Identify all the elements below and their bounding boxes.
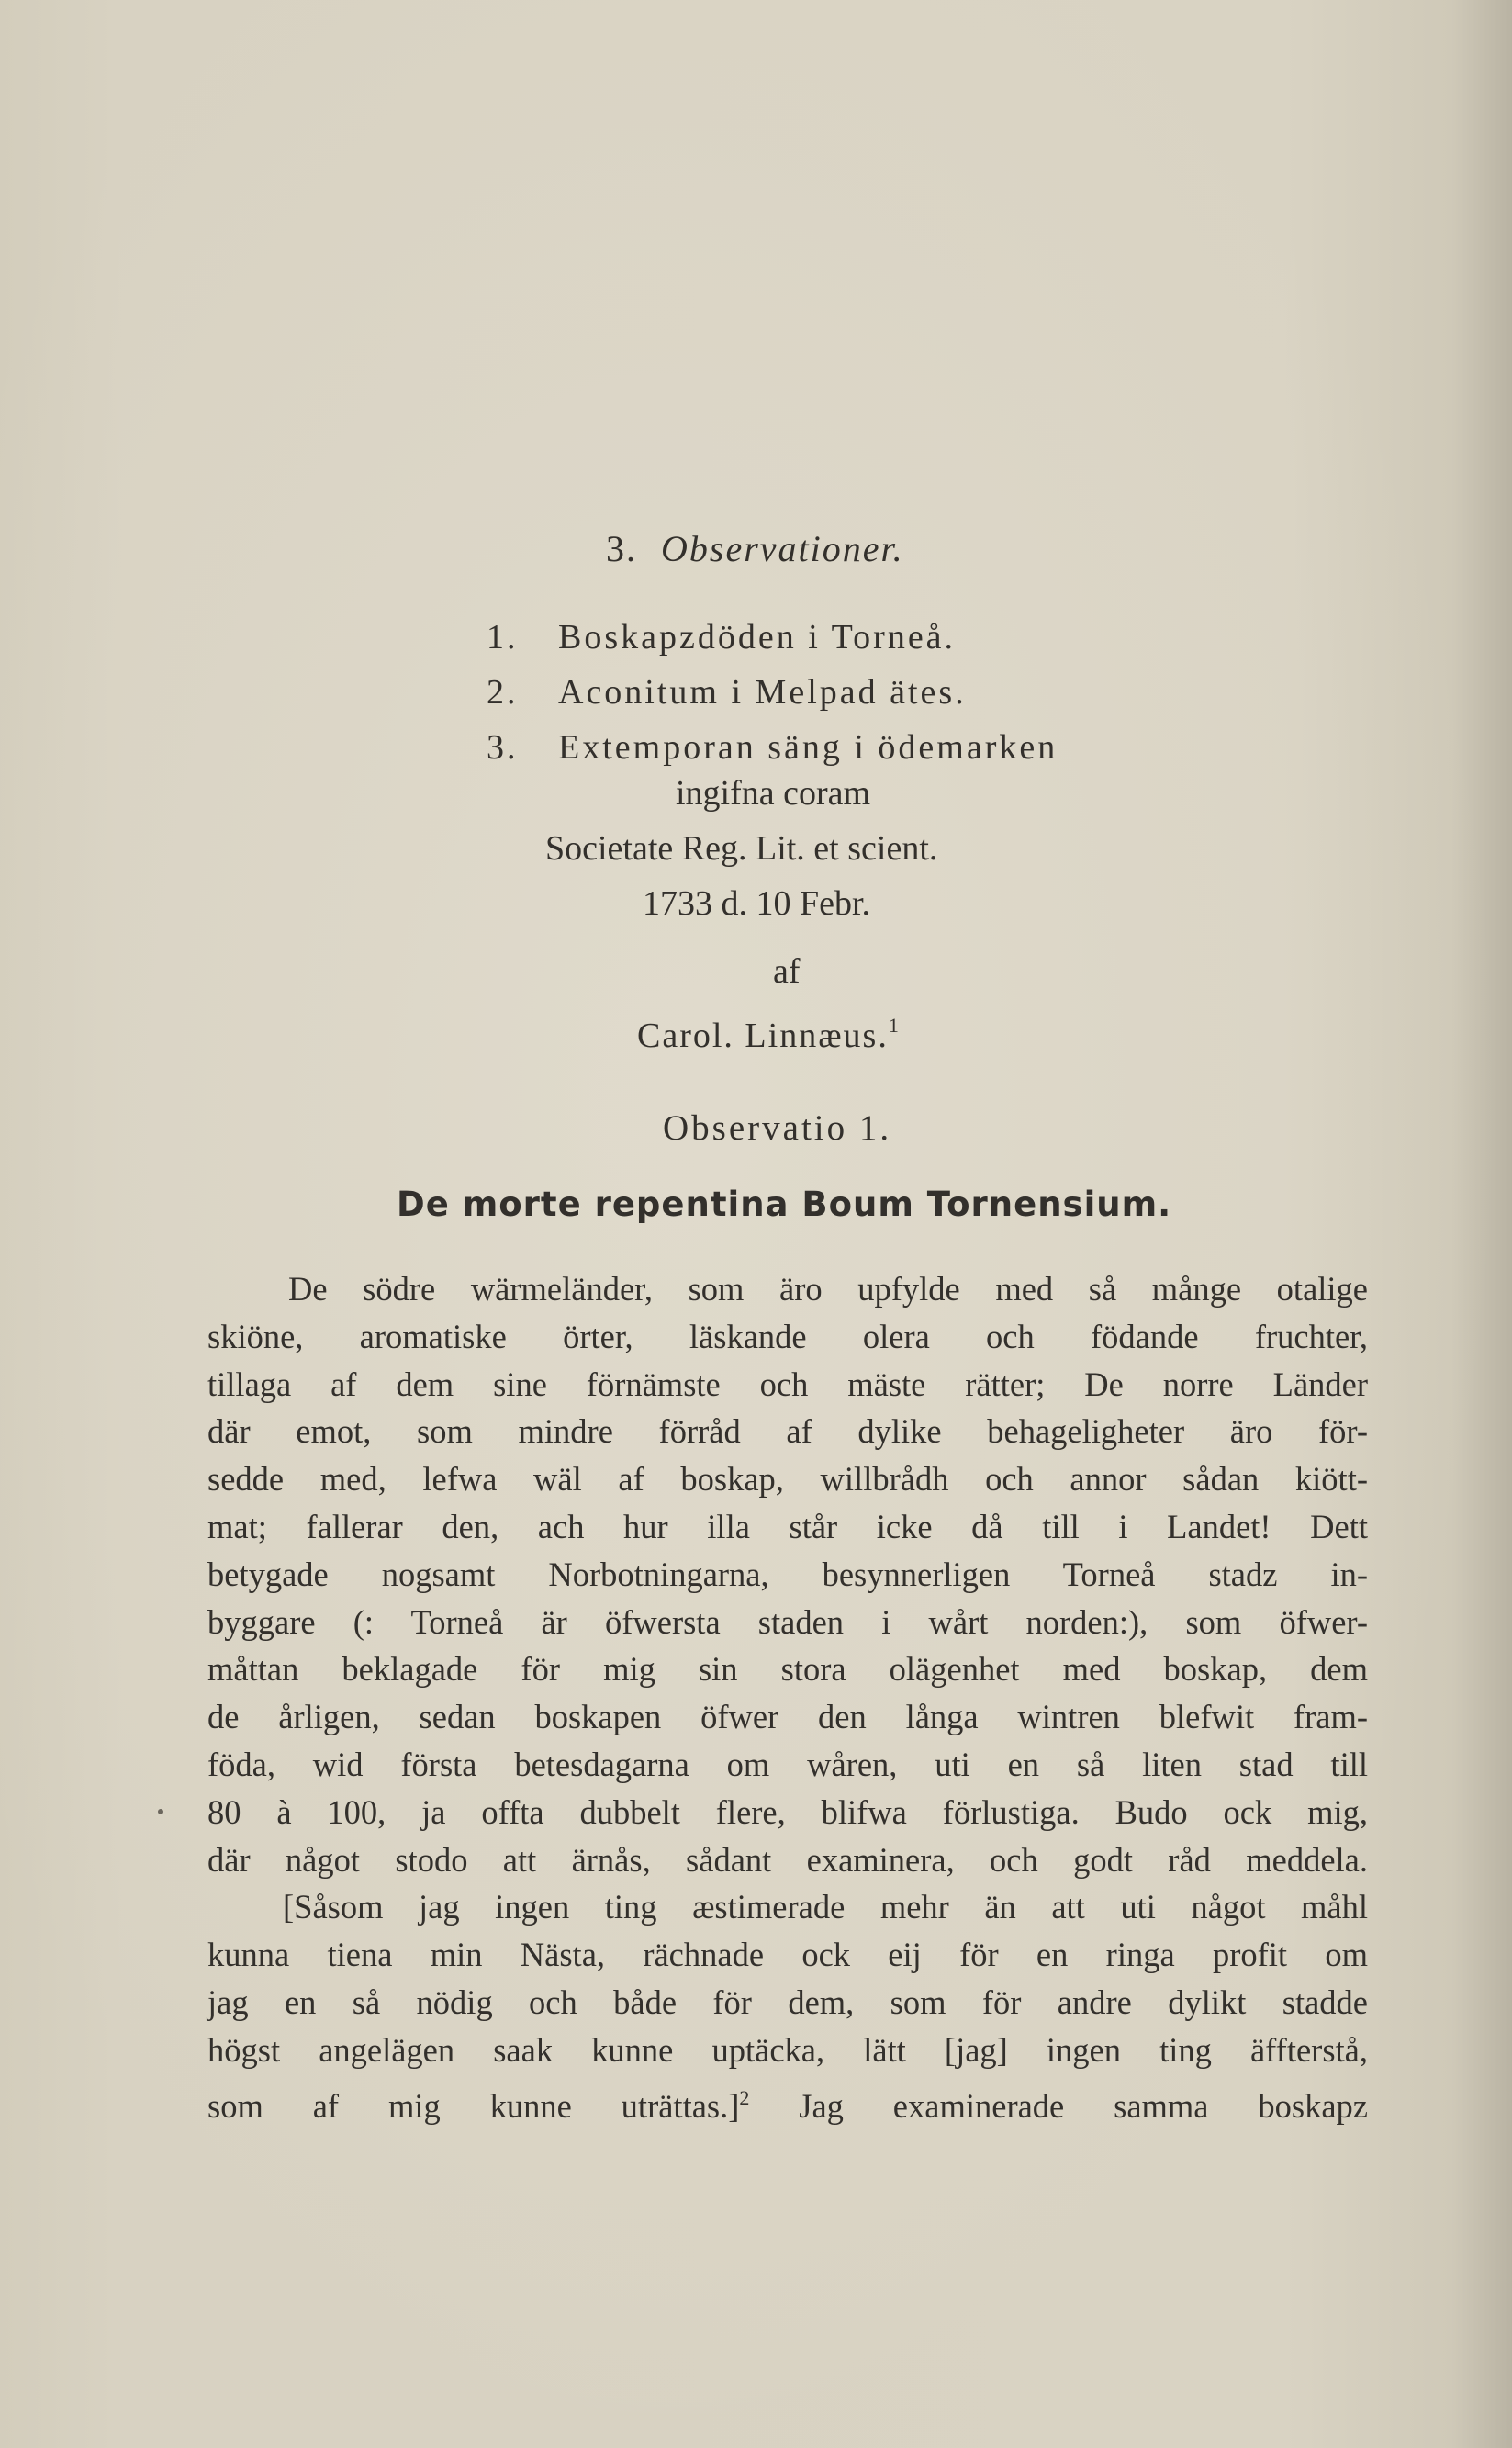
dedication-line: ingifna coram <box>676 774 871 813</box>
text-line: där emot, som mindre förråd af dylike behageligheter äro för- <box>207 1412 1368 1451</box>
observation-subtitle: De morte repentina Boum Tornensium. <box>397 1185 1172 1224</box>
text-line: [Såsom jag ingen ting æstimerade mehr än att uti något måhl <box>283 1888 1368 1926</box>
text-line: där något stodo att ärnås, sådant examinera, och godt råd meddela. <box>207 1840 1368 1879</box>
text-segment: Jag examinerade samma boskapz <box>799 2086 1368 2125</box>
chapter-title: Observationer. <box>661 528 904 569</box>
observation-title: Observatio 1. <box>663 1108 892 1148</box>
list-item-text: Aconitum i Melpad ätes. <box>558 673 967 712</box>
dedication-by: af <box>773 952 801 991</box>
text-line: tillaga af dem sine förnämste och mäste rätter; De norre Länder <box>207 1364 1368 1403</box>
list-item <box>487 665 1058 720</box>
text-line: betygade nogsamt Norbotningarna, besynnerligen Torneå stadz in- <box>207 1555 1368 1593</box>
text-line: kunna tiena min Nästa, rächnade ock eij för en ringa profit om <box>207 1936 1368 1974</box>
list-item-text: Boskapzdöden i Torneå. <box>558 618 957 657</box>
list-item <box>487 610 1058 665</box>
text-line-last <box>207 2074 1368 2125</box>
text-line: måttan beklagade för mig sin stora olägenhet med boskap, dem <box>207 1650 1368 1689</box>
text-line: 80 à 100, ja offta dubbelt flere, blifwa förlustiga. Budo ock mig, <box>207 1792 1368 1831</box>
chapter-number: 3. <box>606 528 637 569</box>
footnote-ref: 2 <box>739 2085 750 2109</box>
chapter-heading <box>606 527 904 570</box>
text-segment: som af mig kunne uträttas.] <box>207 2086 740 2125</box>
text-line: byggare (: Torneå är öfwersta staden i wårt norden:), som öfwer- <box>207 1602 1368 1641</box>
text-line: mat; fallerar den, ach hur illa står icke då till i Landet! Dett <box>207 1507 1368 1545</box>
text-line: De södre wärmeländer, som äro upfylde med så månge otalige <box>288 1270 1368 1308</box>
list-item-number: 2. <box>487 673 519 712</box>
text-line: de årligen, sedan boskapen öfwer den långa wintren blefwit fram- <box>207 1698 1368 1736</box>
text-line: skiöne, aromatiske örter, läskande olera och födande fruchter, <box>207 1317 1368 1355</box>
list-item-number: 3. <box>487 728 519 767</box>
text-line: sedde med, lefwa wäl af boskap, willbrådh och annor sådan kiött- <box>207 1460 1368 1499</box>
body-paragraphs <box>207 1265 1368 2125</box>
margin-mark <box>158 1809 163 1814</box>
list-item <box>487 720 1058 775</box>
dedication-line: Societate Reg. Lit. et scient. <box>545 829 938 868</box>
author-name: Carol. Linnæus. <box>637 1016 889 1055</box>
dedication-date: 1733 d. 10 Febr. <box>643 884 871 923</box>
text-line: föda, wid första betesdagarna om wåren, uti en så liten stad till <box>207 1745 1368 1783</box>
contents-list <box>487 610 1058 775</box>
author-line <box>0 1014 1512 1056</box>
text-line: högst angelägen saak kunne uptäcka, lätt [jag] ingen ting äffterstå, <box>207 2030 1368 2069</box>
footnote-ref: 1 <box>888 1014 901 1037</box>
text-line: jag en så nödig och både för dem, som för andre dylikt stadde <box>207 1982 1368 2021</box>
list-item-text: Extemporan säng i ödemarken <box>558 728 1058 767</box>
list-item-number: 1. <box>487 618 519 657</box>
